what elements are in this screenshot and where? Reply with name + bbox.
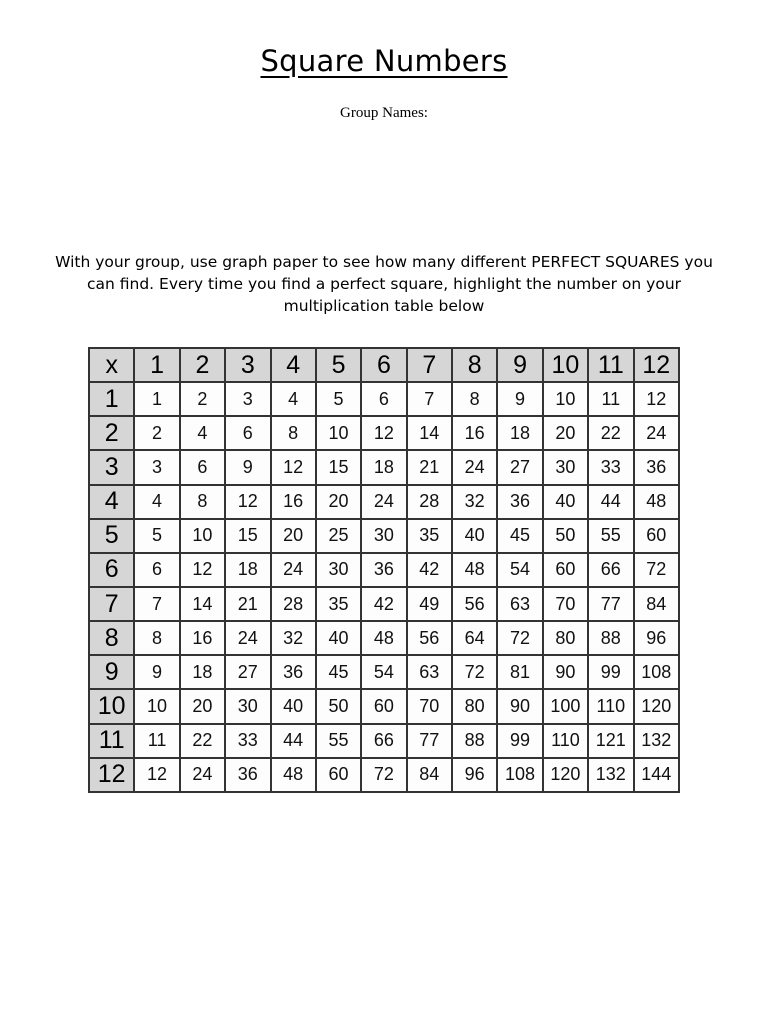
product-cell: 132 [634,724,680,758]
product-cell: 20 [180,689,225,723]
product-cell: 20 [543,416,588,450]
product-cell: 121 [588,724,633,758]
product-cell: 8 [180,485,225,519]
product-cell: 36 [271,655,316,689]
product-cell: 45 [316,655,361,689]
product-cell: 8 [271,416,316,450]
product-cell: 36 [361,553,406,587]
column-header-cell: 7 [407,348,452,382]
column-header-cell: 3 [225,348,270,382]
product-cell: 108 [497,758,542,792]
product-cell: 6 [180,450,225,484]
product-cell: 108 [634,655,680,689]
product-cell: 14 [180,587,225,621]
product-cell: 18 [497,416,542,450]
product-cell: 72 [497,621,542,655]
product-cell: 9 [134,655,179,689]
product-cell: 80 [543,621,588,655]
product-cell: 63 [497,587,542,621]
product-cell: 16 [180,621,225,655]
product-cell: 40 [543,485,588,519]
table-row [89,724,679,758]
product-cell: 42 [361,587,406,621]
product-cell: 5 [316,382,361,416]
product-cell: 144 [634,758,680,792]
product-cell: 33 [588,450,633,484]
product-cell: 10 [134,689,179,723]
column-header-cell: 8 [452,348,497,382]
product-cell: 70 [407,689,452,723]
row-header-cell: 6 [89,553,134,587]
product-cell: 16 [271,485,316,519]
row-header-cell: 2 [89,416,134,450]
product-cell: 9 [497,382,542,416]
product-cell: 12 [225,485,270,519]
product-cell: 9 [225,450,270,484]
product-cell: 72 [361,758,406,792]
product-cell: 45 [497,519,542,553]
product-cell: 18 [361,450,406,484]
product-cell: 54 [361,655,406,689]
product-cell: 5 [134,519,179,553]
table-row [89,485,679,519]
product-cell: 66 [588,553,633,587]
product-cell: 88 [588,621,633,655]
product-cell: 20 [316,485,361,519]
multiplication-table-container [88,347,680,793]
product-cell: 84 [634,587,680,621]
product-cell: 30 [225,689,270,723]
product-cell: 64 [452,621,497,655]
product-cell: 30 [543,450,588,484]
product-cell: 48 [452,553,497,587]
table-row [89,689,679,723]
table-row [89,621,679,655]
product-cell: 42 [407,553,452,587]
product-cell: 2 [180,382,225,416]
product-cell: 40 [271,689,316,723]
product-cell: 28 [271,587,316,621]
product-cell: 7 [407,382,452,416]
product-cell: 3 [134,450,179,484]
column-header-cell: 4 [271,348,316,382]
product-cell: 55 [316,724,361,758]
product-cell: 32 [452,485,497,519]
product-cell: 6 [361,382,406,416]
product-cell: 15 [225,519,270,553]
product-cell: 12 [134,758,179,792]
row-header-cell: 4 [89,485,134,519]
row-header-cell: 9 [89,655,134,689]
product-cell: 2 [134,416,179,450]
product-cell: 70 [543,587,588,621]
row-header-cell: 7 [89,587,134,621]
product-cell: 28 [407,485,452,519]
product-cell: 44 [271,724,316,758]
product-cell: 12 [361,416,406,450]
product-cell: 7 [134,587,179,621]
product-cell: 60 [634,519,680,553]
product-cell: 8 [452,382,497,416]
product-cell: 110 [543,724,588,758]
product-cell: 100 [543,689,588,723]
product-cell: 24 [361,485,406,519]
product-cell: 11 [588,382,633,416]
column-header-cell: 2 [180,348,225,382]
column-header-cell: 1 [134,348,179,382]
product-cell: 33 [225,724,270,758]
product-cell: 132 [588,758,633,792]
product-cell: 60 [361,689,406,723]
row-header-cell: 1 [89,382,134,416]
product-cell: 3 [225,382,270,416]
product-cell: 72 [634,553,680,587]
row-header-cell: 11 [89,724,134,758]
product-cell: 36 [225,758,270,792]
product-cell: 63 [407,655,452,689]
product-cell: 84 [407,758,452,792]
product-cell: 99 [588,655,633,689]
product-cell: 35 [407,519,452,553]
column-header-cell: 9 [497,348,542,382]
table-row [89,758,679,792]
product-cell: 77 [407,724,452,758]
row-header-cell: 12 [89,758,134,792]
row-header-cell: 3 [89,450,134,484]
product-cell: 56 [452,587,497,621]
product-cell: 30 [361,519,406,553]
product-cell: 60 [543,553,588,587]
product-cell: 27 [497,450,542,484]
row-header-cell: 5 [89,519,134,553]
product-cell: 10 [543,382,588,416]
table-row [89,587,679,621]
product-cell: 66 [361,724,406,758]
product-cell: 24 [225,621,270,655]
product-cell: 36 [634,450,680,484]
multiplication-table [88,347,680,793]
product-cell: 25 [316,519,361,553]
column-header-cell: 12 [634,348,680,382]
product-cell: 48 [361,621,406,655]
product-cell: 96 [452,758,497,792]
product-cell: 44 [588,485,633,519]
product-cell: 88 [452,724,497,758]
product-cell: 24 [271,553,316,587]
product-cell: 56 [407,621,452,655]
product-cell: 48 [271,758,316,792]
product-cell: 1 [134,382,179,416]
product-cell: 10 [180,519,225,553]
product-cell: 24 [180,758,225,792]
product-cell: 24 [452,450,497,484]
column-header-cell: 11 [588,348,633,382]
product-cell: 8 [134,621,179,655]
instructions-text: With your group, use graph paper to see how many different PERFECT SQUARES you can find. Every time you find a perfect square, highlight the number on your multiplication table below [55,253,713,315]
product-cell: 50 [316,689,361,723]
product-cell: 18 [180,655,225,689]
product-cell: 36 [497,485,542,519]
corner-header-cell: x [89,348,134,382]
product-cell: 15 [316,450,361,484]
row-header-cell: 8 [89,621,134,655]
table-header-row [89,348,679,382]
product-cell: 18 [225,553,270,587]
column-header-cell: 10 [543,348,588,382]
product-cell: 120 [634,689,680,723]
product-cell: 10 [316,416,361,450]
product-cell: 21 [407,450,452,484]
product-cell: 4 [180,416,225,450]
product-cell: 27 [225,655,270,689]
product-cell: 12 [271,450,316,484]
product-cell: 4 [271,382,316,416]
product-cell: 81 [497,655,542,689]
product-cell: 50 [543,519,588,553]
product-cell: 6 [134,553,179,587]
product-cell: 16 [452,416,497,450]
page-title: Square Numbers [260,44,508,78]
product-cell: 90 [543,655,588,689]
table-row [89,416,679,450]
product-cell: 90 [497,689,542,723]
row-header-cell: 10 [89,689,134,723]
column-header-cell: 6 [361,348,406,382]
product-cell: 60 [316,758,361,792]
table-row [89,450,679,484]
product-cell: 20 [271,519,316,553]
group-names-label: Group Names: [340,105,428,121]
product-cell: 72 [452,655,497,689]
table-row [89,519,679,553]
product-cell: 40 [316,621,361,655]
product-cell: 48 [634,485,680,519]
product-cell: 99 [497,724,542,758]
product-cell: 80 [452,689,497,723]
product-cell: 49 [407,587,452,621]
product-cell: 6 [225,416,270,450]
product-cell: 22 [180,724,225,758]
product-cell: 21 [225,587,270,621]
product-cell: 120 [543,758,588,792]
product-cell: 35 [316,587,361,621]
product-cell: 4 [134,485,179,519]
product-cell: 11 [134,724,179,758]
product-cell: 40 [452,519,497,553]
table-row [89,382,679,416]
product-cell: 110 [588,689,633,723]
table-row [89,553,679,587]
product-cell: 54 [497,553,542,587]
product-cell: 32 [271,621,316,655]
product-cell: 30 [316,553,361,587]
table-row [89,655,679,689]
column-header-cell: 5 [316,348,361,382]
product-cell: 12 [634,382,680,416]
product-cell: 96 [634,621,680,655]
product-cell: 24 [634,416,680,450]
product-cell: 77 [588,587,633,621]
product-cell: 22 [588,416,633,450]
product-cell: 55 [588,519,633,553]
product-cell: 14 [407,416,452,450]
product-cell: 12 [180,553,225,587]
